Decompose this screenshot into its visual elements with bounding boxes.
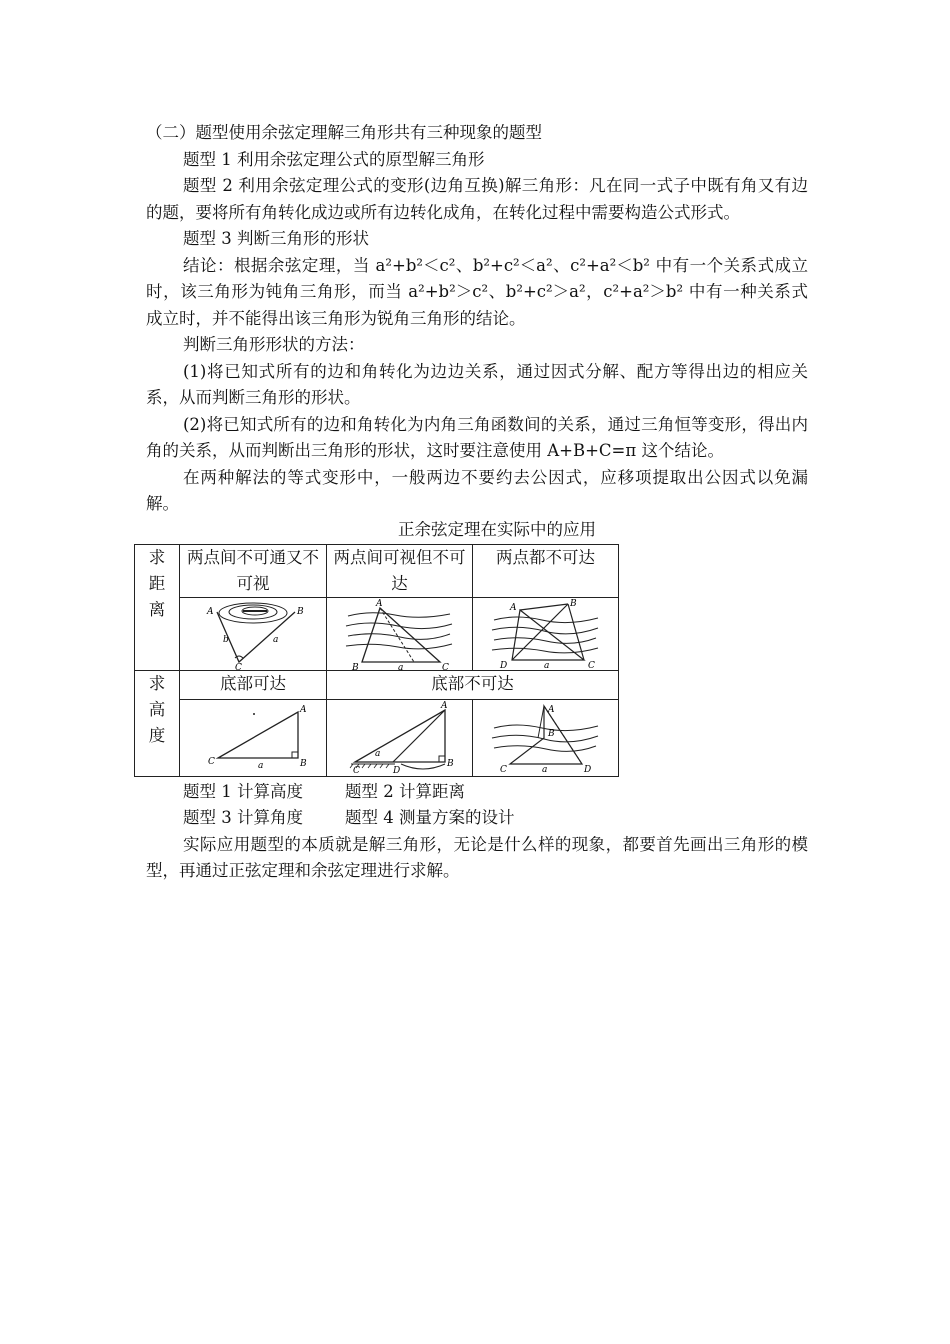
label-A: A (300, 704, 307, 715)
label-b: b (223, 634, 229, 645)
row-label-char: 求 (148, 547, 166, 567)
type-label: 题型 3 计算角度 (183, 808, 303, 827)
label-a: a (374, 748, 380, 759)
label-C: C (441, 662, 449, 670)
label-A: A (509, 602, 516, 613)
paragraph-note: 在两种解法的等式变形中，一般两边不要约去公因式，应移项提取出公因式以免漏解。 (146, 467, 808, 513)
diagram-base-unreachable-1 (327, 699, 473, 776)
paragraph-summary: 实际应用题型的本质就是解三角形，无论是什么样的现象，都要首先画出三角形的模型，再通过正弦定理和余弦定理进行求解。 (146, 834, 808, 880)
label-a: a (258, 760, 264, 771)
row-label-char: 求 (148, 673, 166, 693)
label-B: B (547, 728, 555, 739)
diagram-base-reachable (180, 699, 327, 776)
label-B: B (300, 758, 307, 769)
label-B: B (351, 662, 359, 670)
document-body (146, 120, 808, 885)
label-A: A (207, 606, 214, 617)
header-cell: 底部不可达 (327, 670, 619, 699)
river-height-diagram (486, 700, 606, 774)
river-triangle-diagram (340, 598, 460, 670)
paragraph-type3: 题型 3 判断三角形的形状 (183, 229, 369, 248)
section-heading: （二）题型使用余弦定理解三角形共有三种现象的题型 (146, 123, 542, 142)
label-B: B (446, 758, 454, 769)
label-A: A (440, 700, 447, 711)
right-triangle-diagram (188, 700, 318, 774)
label-D: D (499, 660, 507, 670)
problem-types-line-1 (146, 779, 808, 806)
label-A: A (375, 598, 382, 609)
label-a: a (397, 662, 403, 670)
problem-types-line-2 (146, 805, 808, 832)
label-D: D (583, 764, 591, 774)
paragraph-type1: 题型 1 利用余弦定理公式的原型解三角形 (183, 149, 485, 169)
label-B: B (297, 606, 304, 617)
label-C: C (499, 764, 507, 774)
label-C: C (352, 765, 360, 774)
paragraph-conclusion: 结论：根据余弦定理，当 a²+b²＜c²、b²+c²＜a²、c²+a²＜b² 中有一个关系式成立时，该三角形为钝角三角形，而当 a²+b²＞c²、b²+c²＞a²，c²+a²＞b² 中有一种关系式成立时，并不能得出该三角形为锐角三角形的结论。 (146, 255, 808, 328)
mountain-triangle-diagram (193, 598, 313, 670)
label-a: a (273, 634, 279, 645)
diagram-base-unreachable-2 (473, 699, 619, 776)
table-caption: 正余弦定理在实际中的应用 (398, 519, 596, 539)
paragraph-method-1: (1)将已知式所有的边和角转化为边边关系，通过因式分解、配方等得出边的相应关系，从而判断三角形的形状。 (146, 361, 808, 407)
row-label-char: 离 (148, 599, 166, 619)
application-table (134, 544, 619, 777)
label-A: A (547, 704, 554, 715)
label-a: a (541, 764, 547, 774)
type-label: 题型 1 计算高度 (183, 781, 303, 801)
row-label-char: 度 (148, 725, 166, 745)
label-a: a (543, 660, 549, 670)
elevation-triangle-diagram (335, 700, 465, 774)
row-label-char: 距 (148, 573, 166, 593)
diagram-visible-unreachable (327, 597, 473, 670)
paragraph-method-2: (2)将已知式所有的边和角转化为内角三角函数间的关系，通过三角恒等变形，得出内角的关系，从而判断出三角形的形状，这时要注意使用 A+B+C=π 这个结论。 (146, 414, 808, 460)
type-label: 题型 4 测量方案的设计 (345, 808, 515, 827)
paragraph-methods: 判断三角形形状的方法： (183, 335, 365, 354)
header-cell: 两点都不可达 (473, 544, 619, 597)
label-B: B (569, 598, 577, 609)
header-cell: 两点间可视但不可达 (327, 544, 473, 597)
header-cell: 底部可达 (180, 670, 327, 699)
row-label-distance (135, 544, 180, 670)
label-D: D (392, 765, 400, 774)
row-label-char: 高 (148, 699, 166, 719)
label-C: C (587, 660, 595, 670)
label-C: C (235, 662, 242, 670)
paragraph-type2: 题型 2 利用余弦定理公式的变形(边角互换)解三角形：凡在同一式子中既有角又有边的题，要将所有角转化成边或所有边转化成角，在转化过程中需要构造公式形式。 (146, 176, 808, 222)
type-label: 题型 2 计算距离 (345, 781, 465, 801)
diagram-both-unreachable (473, 597, 619, 670)
row-label-height (135, 670, 180, 776)
diagram-not-visible (180, 597, 327, 670)
header-cell: 两点间不可通又不可视 (180, 544, 327, 597)
label-C: C (208, 756, 215, 767)
crossed-triangles-diagram (486, 598, 606, 670)
